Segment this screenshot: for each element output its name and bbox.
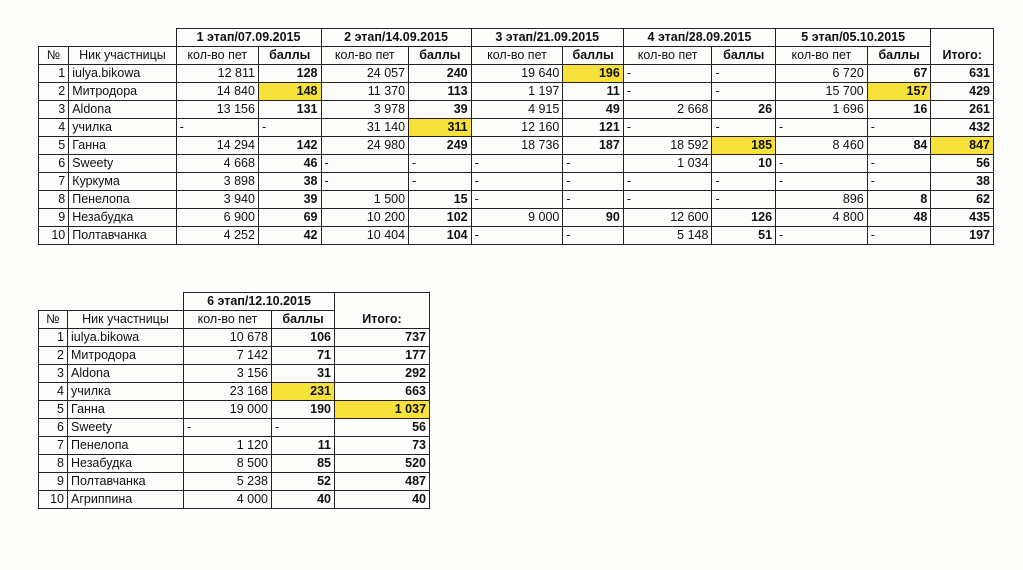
count-cell: 896 xyxy=(776,191,868,209)
count-cell: 6 900 xyxy=(176,209,258,227)
count-cell: 3 940 xyxy=(176,191,258,209)
participant-name: училка xyxy=(69,119,176,137)
points-cell: 85 xyxy=(272,455,335,473)
count-cell: - xyxy=(776,173,868,191)
points-cell: - xyxy=(712,65,776,83)
points-cell: - xyxy=(867,173,931,191)
participant-name: Полтавчанка xyxy=(68,473,184,491)
table-row xyxy=(39,491,430,509)
count-cell: 3 156 xyxy=(184,365,272,383)
points-cell: 11 xyxy=(563,83,623,101)
count-cell: 14 840 xyxy=(176,83,258,101)
stage-title: 1 этап/07.09.2015 xyxy=(176,29,321,47)
stage-title: 4 этап/28.09.2015 xyxy=(623,29,775,47)
count-cell: 4 252 xyxy=(176,227,258,245)
column-header-points: баллы xyxy=(712,47,776,65)
column-header-total: Итого: xyxy=(335,311,430,329)
column-header-points: баллы xyxy=(867,47,931,65)
participant-name: Ганна xyxy=(69,137,176,155)
points-cell: 187 xyxy=(563,137,623,155)
count-cell: 1 500 xyxy=(321,191,409,209)
row-number: 5 xyxy=(39,137,69,155)
column-header-number: № xyxy=(39,311,68,329)
count-cell: 12 600 xyxy=(623,209,712,227)
column-header-count: кол-во пет xyxy=(623,47,712,65)
count-cell: 5 238 xyxy=(184,473,272,491)
points-cell: - xyxy=(867,227,931,245)
points-cell: - xyxy=(867,119,931,137)
participant-name: училка xyxy=(68,383,184,401)
total-header-top xyxy=(931,29,994,47)
total-cell: 40 xyxy=(335,491,430,509)
participant-name: Полтавчанка xyxy=(69,227,176,245)
column-header-row xyxy=(39,47,994,65)
points-cell: 69 xyxy=(258,209,321,227)
count-cell: 6 720 xyxy=(776,65,868,83)
total-header-top xyxy=(335,293,430,311)
points-cell: - xyxy=(409,155,472,173)
count-cell: 9 000 xyxy=(471,209,563,227)
stage-title: 2 этап/14.09.2015 xyxy=(321,29,471,47)
points-cell: - xyxy=(563,191,623,209)
participant-name: Агриппина xyxy=(68,491,184,509)
points-cell: 106 xyxy=(272,329,335,347)
points-cell: 49 xyxy=(563,101,623,119)
points-cell: 11 xyxy=(272,437,335,455)
total-cell: 292 xyxy=(335,365,430,383)
row-number: 6 xyxy=(39,155,69,173)
stage-header-row xyxy=(39,293,430,311)
count-cell: 10 200 xyxy=(321,209,409,227)
participant-name: Митродора xyxy=(69,83,176,101)
total-cell: 177 xyxy=(335,347,430,365)
header-blank xyxy=(39,293,184,311)
count-cell: 10 678 xyxy=(184,329,272,347)
count-cell: - xyxy=(776,155,868,173)
count-cell: 14 294 xyxy=(176,137,258,155)
table-row xyxy=(39,329,430,347)
participant-name: Незабудка xyxy=(68,455,184,473)
points-cell: 157 xyxy=(867,83,931,101)
points-cell: - xyxy=(272,419,335,437)
participant-name: Пенелопа xyxy=(68,437,184,455)
table-row xyxy=(39,65,994,83)
points-cell: 52 xyxy=(272,473,335,491)
total-cell: 56 xyxy=(931,155,994,173)
table-row xyxy=(39,347,430,365)
row-number: 3 xyxy=(39,365,68,383)
count-cell: - xyxy=(176,119,258,137)
row-number: 8 xyxy=(39,191,69,209)
total-cell: 737 xyxy=(335,329,430,347)
total-cell: 1 037 xyxy=(335,401,430,419)
count-cell: 8 460 xyxy=(776,137,868,155)
count-cell: 3 898 xyxy=(176,173,258,191)
row-number: 5 xyxy=(39,401,68,419)
row-number: 10 xyxy=(39,491,68,509)
table-row xyxy=(39,437,430,455)
column-header-points: баллы xyxy=(409,47,472,65)
total-cell: 38 xyxy=(931,173,994,191)
column-header-count: кол-во пет xyxy=(184,311,272,329)
stage-title: 3 этап/21.09.2015 xyxy=(471,29,623,47)
count-cell: - xyxy=(471,227,563,245)
participant-name: Aldona xyxy=(69,101,176,119)
points-cell: 190 xyxy=(272,401,335,419)
total-cell: 847 xyxy=(931,137,994,155)
count-cell: 24 980 xyxy=(321,137,409,155)
participant-name: Незабудка xyxy=(69,209,176,227)
points-cell: 40 xyxy=(272,491,335,509)
column-header-nick: Ник участницы xyxy=(68,311,184,329)
total-cell: 261 xyxy=(931,101,994,119)
points-cell: 84 xyxy=(867,137,931,155)
points-cell: - xyxy=(712,173,776,191)
total-cell: 429 xyxy=(931,83,994,101)
row-number: 4 xyxy=(39,383,68,401)
count-cell: - xyxy=(184,419,272,437)
points-cell: - xyxy=(258,119,321,137)
stage-title: 6 этап/12.10.2015 xyxy=(184,293,335,311)
table-row xyxy=(39,191,994,209)
points-cell: 131 xyxy=(258,101,321,119)
table-row xyxy=(39,455,430,473)
count-cell: - xyxy=(776,227,868,245)
count-cell: 18 736 xyxy=(471,137,563,155)
count-cell: 4 915 xyxy=(471,101,563,119)
row-number: 6 xyxy=(39,419,68,437)
column-header-points: баллы xyxy=(258,47,321,65)
column-header-row xyxy=(39,311,430,329)
points-cell: 113 xyxy=(409,83,472,101)
count-cell: - xyxy=(623,119,712,137)
results-table-stage-6 xyxy=(38,292,430,509)
points-cell: 240 xyxy=(409,65,472,83)
count-cell: - xyxy=(321,173,409,191)
points-cell: - xyxy=(712,119,776,137)
column-header-total: Итого: xyxy=(931,47,994,65)
points-cell: - xyxy=(712,83,776,101)
points-cell: 196 xyxy=(563,65,623,83)
table-row xyxy=(39,83,994,101)
total-cell: 62 xyxy=(931,191,994,209)
points-cell: 142 xyxy=(258,137,321,155)
count-cell: 1 034 xyxy=(623,155,712,173)
points-cell: 48 xyxy=(867,209,931,227)
points-cell: 51 xyxy=(712,227,776,245)
table-row xyxy=(39,137,994,155)
count-cell: 1 696 xyxy=(776,101,868,119)
table-row xyxy=(39,227,994,245)
count-cell: 19 000 xyxy=(184,401,272,419)
total-cell: 663 xyxy=(335,383,430,401)
table-row xyxy=(39,173,994,191)
count-cell: - xyxy=(471,191,563,209)
count-cell: 23 168 xyxy=(184,383,272,401)
count-cell: 5 148 xyxy=(623,227,712,245)
count-cell: - xyxy=(623,191,712,209)
table-row xyxy=(39,419,430,437)
count-cell: 7 142 xyxy=(184,347,272,365)
row-number: 2 xyxy=(39,83,69,101)
count-cell: 24 057 xyxy=(321,65,409,83)
points-cell: 42 xyxy=(258,227,321,245)
row-number: 8 xyxy=(39,455,68,473)
column-header-points: баллы xyxy=(563,47,623,65)
points-cell: 8 xyxy=(867,191,931,209)
table-row xyxy=(39,101,994,119)
count-cell: - xyxy=(623,83,712,101)
participant-name: Ганна xyxy=(68,401,184,419)
count-cell: 11 370 xyxy=(321,83,409,101)
table-row xyxy=(39,209,994,227)
results-table-stages-1-5 xyxy=(38,28,994,245)
count-cell: 15 700 xyxy=(776,83,868,101)
total-cell: 197 xyxy=(931,227,994,245)
points-cell: 10 xyxy=(712,155,776,173)
row-number: 9 xyxy=(39,209,69,227)
header-blank xyxy=(39,29,177,47)
count-cell: 12 811 xyxy=(176,65,258,83)
column-header-count: кол-во пет xyxy=(321,47,409,65)
points-cell: - xyxy=(563,173,623,191)
points-cell: 148 xyxy=(258,83,321,101)
total-cell: 56 xyxy=(335,419,430,437)
count-cell: 3 978 xyxy=(321,101,409,119)
points-cell: 38 xyxy=(258,173,321,191)
points-cell: 231 xyxy=(272,383,335,401)
row-number: 1 xyxy=(39,329,68,347)
row-number: 7 xyxy=(39,173,69,191)
points-cell: 67 xyxy=(867,65,931,83)
participant-name: Sweety xyxy=(68,419,184,437)
row-number: 3 xyxy=(39,101,69,119)
count-cell: - xyxy=(776,119,868,137)
count-cell: 1 120 xyxy=(184,437,272,455)
total-cell: 73 xyxy=(335,437,430,455)
column-header-count: кол-во пет xyxy=(776,47,868,65)
participant-name: iulya.bikowa xyxy=(69,65,176,83)
table-row xyxy=(39,119,994,137)
participant-name: Куркума xyxy=(69,173,176,191)
points-cell: 31 xyxy=(272,365,335,383)
table-row xyxy=(39,365,430,383)
participant-name: Митродора xyxy=(68,347,184,365)
count-cell: - xyxy=(623,65,712,83)
count-cell: 8 500 xyxy=(184,455,272,473)
count-cell: 4 668 xyxy=(176,155,258,173)
total-cell: 435 xyxy=(931,209,994,227)
count-cell: 10 404 xyxy=(321,227,409,245)
points-cell: 126 xyxy=(712,209,776,227)
count-cell: 4 800 xyxy=(776,209,868,227)
table-row xyxy=(39,383,430,401)
points-cell: 15 xyxy=(409,191,472,209)
row-number: 4 xyxy=(39,119,69,137)
row-number: 9 xyxy=(39,473,68,491)
count-cell: 19 640 xyxy=(471,65,563,83)
points-cell: 71 xyxy=(272,347,335,365)
row-number: 7 xyxy=(39,437,68,455)
total-cell: 487 xyxy=(335,473,430,491)
table-row xyxy=(39,155,994,173)
count-cell: 31 140 xyxy=(321,119,409,137)
points-cell: - xyxy=(409,173,472,191)
points-cell: 16 xyxy=(867,101,931,119)
stage-title: 5 этап/05.10.2015 xyxy=(776,29,931,47)
points-cell: 121 xyxy=(563,119,623,137)
points-cell: - xyxy=(563,155,623,173)
column-header-number: № xyxy=(39,47,69,65)
count-cell: 1 197 xyxy=(471,83,563,101)
table-row xyxy=(39,473,430,491)
points-cell: 311 xyxy=(409,119,472,137)
count-cell: - xyxy=(471,155,563,173)
points-cell: 26 xyxy=(712,101,776,119)
count-cell: 4 000 xyxy=(184,491,272,509)
points-cell: - xyxy=(712,191,776,209)
column-header-points: баллы xyxy=(272,311,335,329)
points-cell: 46 xyxy=(258,155,321,173)
column-header-nick: Ник участницы xyxy=(69,47,176,65)
participant-name: Пенелопа xyxy=(69,191,176,209)
participant-name: Sweety xyxy=(69,155,176,173)
count-cell: - xyxy=(471,173,563,191)
count-cell: - xyxy=(321,155,409,173)
points-cell: - xyxy=(867,155,931,173)
column-header-count: кол-во пет xyxy=(176,47,258,65)
count-cell: 13 156 xyxy=(176,101,258,119)
points-cell: 185 xyxy=(712,137,776,155)
participant-name: Aldona xyxy=(68,365,184,383)
count-cell: 18 592 xyxy=(623,137,712,155)
row-number: 2 xyxy=(39,347,68,365)
points-cell: 104 xyxy=(409,227,472,245)
row-number: 10 xyxy=(39,227,69,245)
points-cell: 90 xyxy=(563,209,623,227)
points-cell: 102 xyxy=(409,209,472,227)
total-cell: 520 xyxy=(335,455,430,473)
table-row xyxy=(39,401,430,419)
points-cell: - xyxy=(563,227,623,245)
points-cell: 128 xyxy=(258,65,321,83)
count-cell: - xyxy=(623,173,712,191)
count-cell: 2 668 xyxy=(623,101,712,119)
total-cell: 432 xyxy=(931,119,994,137)
participant-name: iulya.bikowa xyxy=(68,329,184,347)
points-cell: 39 xyxy=(258,191,321,209)
total-cell: 631 xyxy=(931,65,994,83)
column-header-count: кол-во пет xyxy=(471,47,563,65)
stage-header-row xyxy=(39,29,994,47)
row-number: 1 xyxy=(39,65,69,83)
count-cell: 12 160 xyxy=(471,119,563,137)
points-cell: 249 xyxy=(409,137,472,155)
points-cell: 39 xyxy=(409,101,472,119)
